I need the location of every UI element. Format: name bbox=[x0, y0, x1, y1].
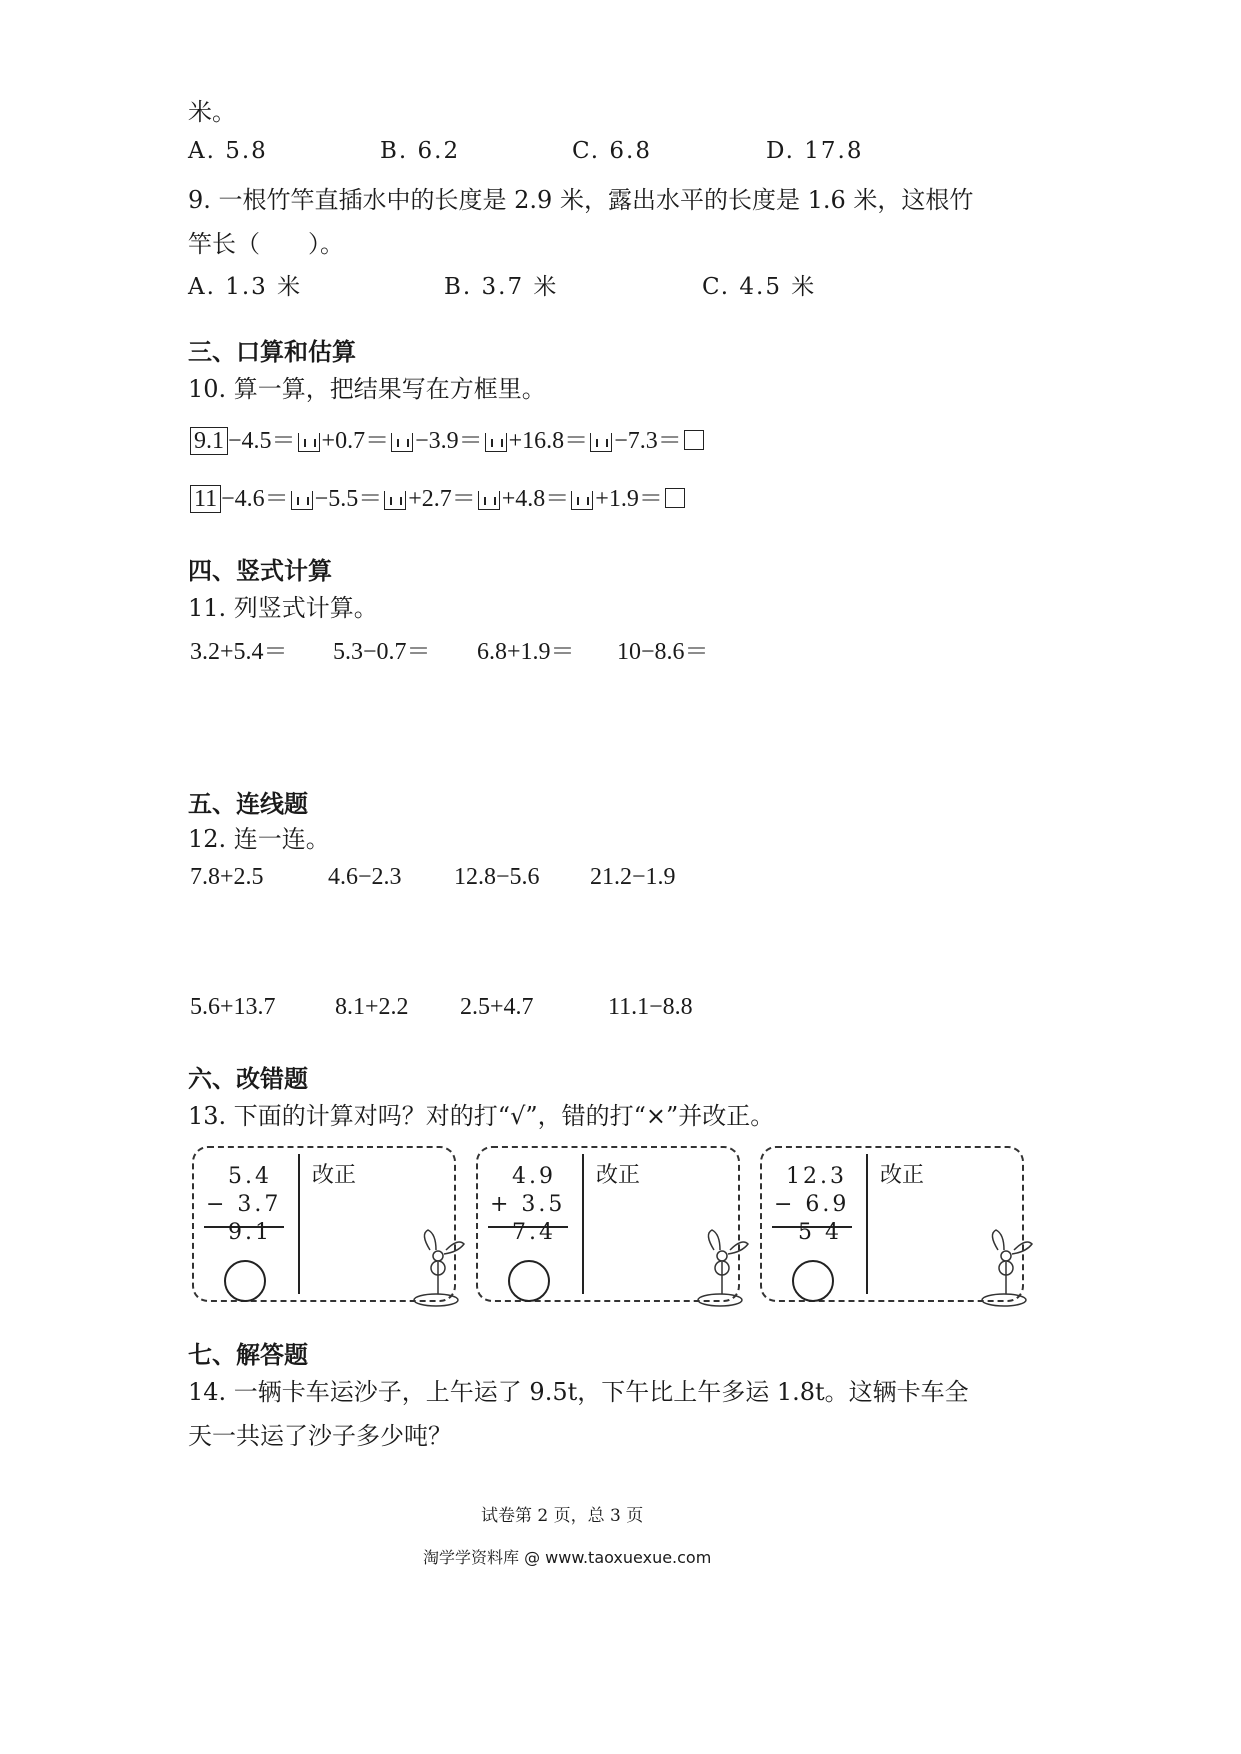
chain2-op-3: +2.7＝ bbox=[408, 486, 476, 512]
q11-text: 11. 列竖式计算。 bbox=[188, 594, 378, 622]
answer-box[interactable] bbox=[684, 430, 704, 450]
card1-divider bbox=[298, 1154, 300, 1294]
q12-bottom-1[interactable]: 5.6+13.7 bbox=[190, 994, 276, 1020]
card1-result: 9.1 bbox=[228, 1220, 272, 1245]
card1-operand-a: 5.4 bbox=[228, 1164, 272, 1189]
calc-chain-1 bbox=[190, 420, 706, 455]
answer-box[interactable] bbox=[571, 491, 593, 510]
card3-operand-a: 12.3 bbox=[786, 1164, 847, 1189]
answer-box[interactable] bbox=[298, 433, 320, 452]
q9-text-line2: 竿长（ ）。 bbox=[188, 230, 344, 258]
q9-option-c: C. 4.5 米 bbox=[702, 274, 817, 300]
chain2-op-4: +4.8＝ bbox=[501, 486, 570, 512]
chain2-op-5: +1.9＝ bbox=[595, 486, 663, 512]
q8-option-b: B. 6.2 bbox=[380, 138, 461, 164]
card2-operand-b: + 3.5 bbox=[490, 1192, 566, 1217]
q9-text-line1: 9. 一根竹竿直插水中的长度是 2.9 米，露出水平的长度是 1.6 米，这根竹 bbox=[188, 186, 974, 214]
card3-result: 5 4 bbox=[798, 1220, 842, 1245]
chain1-op-4: +16.8＝ bbox=[508, 428, 589, 454]
section6-heading: 六、改错题 bbox=[188, 1065, 308, 1093]
card3-operand-b: − 6.9 bbox=[774, 1192, 850, 1217]
card3-mark-circle[interactable] bbox=[792, 1260, 834, 1302]
chain1-op-5: −7.3＝ bbox=[614, 428, 682, 454]
chain2-op-2: −5.5＝ bbox=[314, 486, 383, 512]
page-footer: 试卷第 2 页，总 3 页 bbox=[481, 1506, 644, 1526]
q10-text: 10. 算一算，把结果写在方框里。 bbox=[188, 375, 546, 403]
section5-heading: 五、连线题 bbox=[188, 790, 308, 818]
q12-bottom-4[interactable]: 11.1−8.8 bbox=[608, 994, 693, 1020]
chain2-start: 11 bbox=[190, 485, 221, 513]
q12-bottom-3[interactable]: 2.5+4.7 bbox=[460, 994, 534, 1020]
card1-operand-b: − 3.7 bbox=[206, 1192, 282, 1217]
q11-expr-1: 3.2+5.4＝ bbox=[190, 639, 288, 665]
q8-tail: 米。 bbox=[188, 98, 236, 126]
correction-card-1 bbox=[192, 1146, 456, 1302]
calc-chain-2 bbox=[190, 478, 687, 513]
q8-option-c: C. 6.8 bbox=[572, 138, 652, 164]
q11-expr-3: 6.8+1.9＝ bbox=[477, 639, 575, 665]
q14-text-line1: 14. 一辆卡车运沙子，上午运了 9.5t，下午比上午多运 1.8t。这辆卡车全 bbox=[188, 1378, 969, 1406]
card3-correction-label: 改正 bbox=[880, 1163, 925, 1188]
chain1-op-2: +0.7＝ bbox=[321, 428, 390, 454]
dragonfly-icon bbox=[974, 1228, 1044, 1308]
q12-top-1[interactable]: 7.8+2.5 bbox=[190, 864, 264, 890]
answer-box[interactable] bbox=[590, 433, 612, 452]
answer-box[interactable] bbox=[391, 433, 413, 452]
q12-top-2[interactable]: 4.6−2.3 bbox=[328, 864, 402, 890]
card2-correction-label: 改正 bbox=[596, 1163, 641, 1188]
q8-option-a: A. 5.8 bbox=[188, 138, 268, 164]
section4-heading: 四、竖式计算 bbox=[188, 557, 332, 585]
card2-divider bbox=[582, 1154, 584, 1294]
chain2-op-1: −4.6＝ bbox=[221, 486, 289, 512]
dragonfly-icon bbox=[690, 1228, 760, 1308]
answer-box[interactable] bbox=[291, 491, 313, 510]
card3-divider bbox=[866, 1154, 868, 1294]
q9-option-b: B. 3.7 米 bbox=[444, 274, 559, 300]
answer-box[interactable] bbox=[384, 491, 406, 510]
answer-box[interactable] bbox=[665, 488, 685, 508]
answer-box[interactable] bbox=[485, 433, 507, 452]
q11-expr-4: 10−8.6＝ bbox=[617, 639, 709, 665]
q11-expr-2: 5.3−0.7＝ bbox=[333, 639, 431, 665]
section7-heading: 七、解答题 bbox=[188, 1341, 308, 1369]
card1-mark-circle[interactable] bbox=[224, 1260, 266, 1302]
chain1-op-3: −3.9＝ bbox=[415, 428, 483, 454]
q12-bottom-2[interactable]: 8.1+2.2 bbox=[335, 994, 409, 1020]
card2-result: 7.4 bbox=[512, 1220, 556, 1245]
q9-option-a: A. 1.3 米 bbox=[188, 274, 303, 300]
dragonfly-icon bbox=[406, 1228, 476, 1308]
q8-option-d: D. 17.8 bbox=[766, 138, 864, 164]
correction-card-2 bbox=[476, 1146, 740, 1302]
q12-top-3[interactable]: 12.8−5.6 bbox=[454, 864, 540, 890]
card2-operand-a: 4.9 bbox=[512, 1164, 556, 1189]
q12-top-4[interactable]: 21.2−1.9 bbox=[590, 864, 676, 890]
site-watermark: 淘学学资料库 @ www.taoxuexue.com bbox=[423, 1548, 712, 1567]
card1-correction-label: 改正 bbox=[312, 1163, 357, 1188]
section3-heading: 三、口算和估算 bbox=[188, 338, 356, 366]
correction-card-3 bbox=[760, 1146, 1024, 1302]
chain1-op-1: −4.5＝ bbox=[228, 428, 296, 454]
q12-text: 12. 连一连。 bbox=[188, 825, 330, 853]
chain1-start: 9.1 bbox=[190, 427, 228, 455]
card2-mark-circle[interactable] bbox=[508, 1260, 550, 1302]
q14-text-line2: 天一共运了沙子多少吨？ bbox=[188, 1422, 452, 1450]
answer-box[interactable] bbox=[478, 491, 500, 510]
q13-text: 13. 下面的计算对吗？对的打“√”，错的打“×”并改正。 bbox=[188, 1102, 775, 1130]
